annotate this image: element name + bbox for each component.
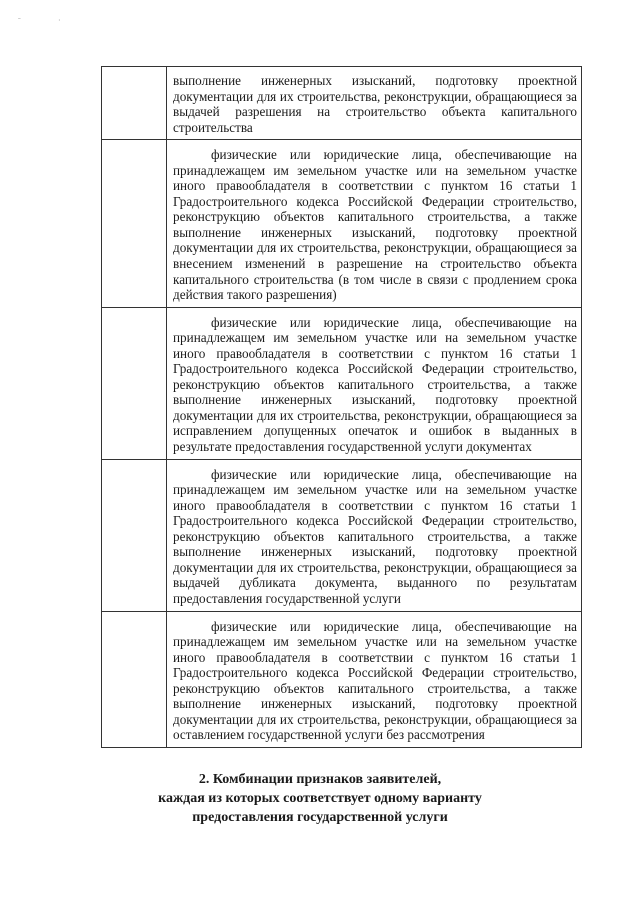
scan-mark: ˉ [18,16,21,25]
table-row [102,140,582,307]
section-heading [0,770,640,827]
table-row [102,307,582,459]
heading-line: каждая из которых соответствует одному варианту [158,791,482,806]
table-row [102,459,582,611]
scan-mark: · [58,16,61,25]
empty-cell [102,307,167,459]
table-row [102,67,582,140]
cell-text: выполнение инженерных изысканий, подготовку проектной документации для их строительства, реконструкции, обращающиеся за выдачей разрешения на строительство объекта капитального строительства [173,73,577,135]
heading-line: 2. Комбинации признаков заявителей, [198,772,442,787]
table-cell [167,611,582,747]
table-row [102,611,582,747]
cell-text: физические или юридические лица, обеспечивающие на принадлежащем им земельном участке или на земельном участке иного правообладателя в соответствии с пунктом 16 статьи 1 Градостроительного кодекса Российской Федерации строительство, реконструкцию объектов капитального строительства, а также выполнение инженерных изысканий, подготовку проектной документации для их строительства, реконструкции, обращающиеся за оставлением государственной услуги без рассмотрения [173,618,577,743]
empty-cell [102,140,167,307]
empty-cell [102,459,167,611]
cell-text: физические или юридические лица, обеспечивающие на принадлежащем им земельном участке или на земельном участке иного правообладателя в соответствии с пунктом 16 статьи 1 Градостроительного кодекса Российской Федерации строительство, реконструкцию объектов капитального строительства, а также выполнение инженерных изысканий, подготовку проектной документации для их строительства, реконструкции, обращающиеся за выдачей дубликата документа, выданного по результатам предоставления государственной услуги [173,466,577,606]
empty-cell [102,67,167,140]
table-cell [167,307,582,459]
empty-cell [102,611,167,747]
cell-text: физические или юридические лица, обеспечивающие на принадлежащем им земельном участке или на земельном участке иного правообладателя в соответствии с пунктом 16 статьи 1 Градостроительного кодекса Российской Федерации строительство, реконструкцию объектов капитального строительства, а также выполнение инженерных изысканий, подготовку проектной документации для их строительства, реконструкции, обращающиеся за исправлением допущенных опечаток и ошибок в выданных в результате предоставления государственной услуги документах [173,314,577,455]
heading-line: предоставления государственной услуги [192,810,448,825]
table-cell [167,459,582,611]
table-cell [167,67,582,140]
cell-text: физические или юридические лица, обеспечивающие на принадлежащем им земельном участке или на земельном участке иного правообладателя в соответствии с пунктом 16 статьи 1 Градостроительного кодекса Российской Федерации строительство, реконструкцию объектов капитального строительства, а также выполнение инженерных изысканий, подготовку проектной документации для их строительства, реконструкции, обращающиеся за внесением изменений в разрешение на строительство объекта капитального строительства (в том числе в связи с продлением срока действия такого разрешения) [173,147,577,303]
applicants-table [101,66,582,748]
table-cell [167,140,582,307]
